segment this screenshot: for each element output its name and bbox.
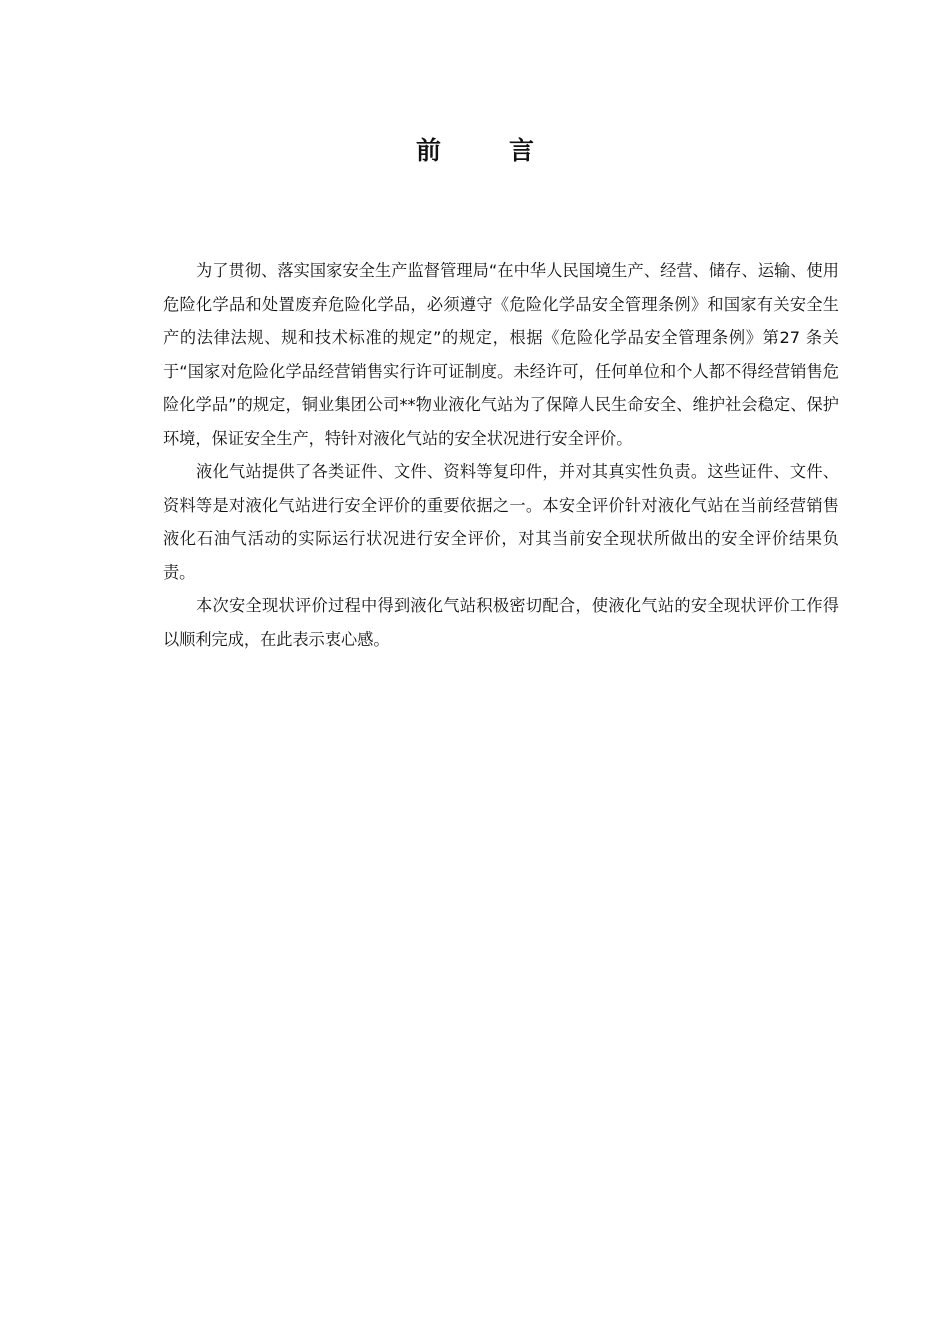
paragraph-3: 本次安全现状评价过程中得到液化气站积极密切配合，使液化气站的安全现状评价工作得以顺利完成，在此表示衷心感。 [163,596,839,649]
paragraph-1: 为了贯彻、落实国家安全生产监督管理局“在中华人民国境生产、经营、储存、运输、使用危险化学品和处置废弃危险化学品，必须遵守《危险化学品安全管理条例》和国家有关安全生产的法律法规、规和技术标准的规定”的规定，根据《危险化学品安全管理条例》第27 条关于“国家对危险化学品经营销售实行许可证制度。未经许可，任何单位和个人都不得经营销售危险化学品”的规定，铜业集团公司**物业液化气站为了保障人民生命安全、维护社会稳定、保护环境，保证安全生产，特针对液化气站的安全状况进行安全评价。 [163,261,839,448]
document-body [163,254,839,656]
page-title: 前言 [415,136,602,165]
paragraph-2: 液化气站提供了各类证件、文件、资料等复印件，并对其真实性负责。这些证件、文件、资料等是对液化气站进行安全评价的重要依据之一。本安全评价针对液化气站在当前经营销售液化石油气活动的实际运行状况进行安全评价，对其当前安全现状所做出的安全评价结果负责。 [163,462,839,582]
